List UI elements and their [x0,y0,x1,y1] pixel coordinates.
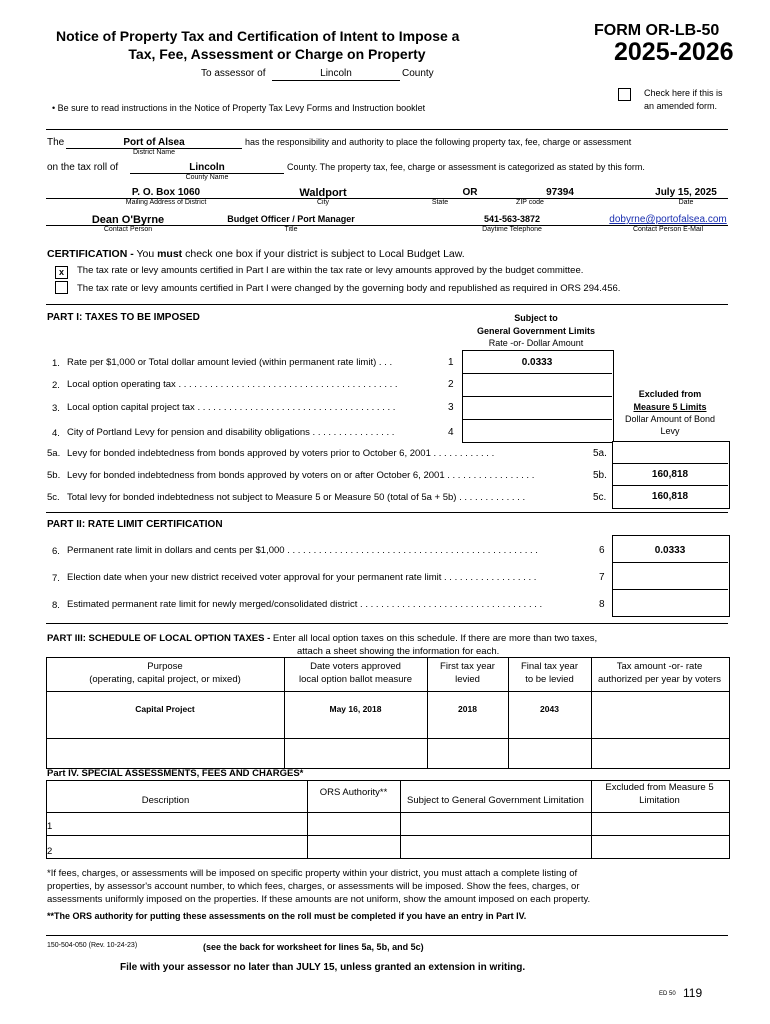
form-title-line1: Notice of Property Tax and Certification of Intent to Impose a [56,28,460,44]
zip-caption: ZIP code [516,199,544,206]
part4-row1-num: 1 [47,821,53,832]
part2-line8-ref: 8 [599,599,605,610]
contact-person-caption: Contact Person [103,226,153,233]
date-value: July 15, 2025 [655,187,717,198]
email-value[interactable]: dobyrne@portofalsea.com [609,214,727,225]
tax-roll-label: on the tax roll of [47,162,119,173]
part1-line5c-value[interactable]: 160,818 [651,491,689,502]
part4-heading: Part IV. SPECIAL ASSESSMENTS, FEES AND CHARGES* [47,768,304,779]
part1-line5b-num: 5b. [47,470,61,481]
form-title-line2: Tax, Fee, Assessment or Charge on Property [128,46,426,62]
part3-col-amount-2: authorized per year by voters [597,674,722,685]
city-caption: City [316,199,330,206]
part3-heading: PART III: SCHEDULE OF LOCAL OPTION TAXES - Enter all local option taxes on this schedule. If there are more than two taxes, [47,633,598,644]
part1-line5c-num: 5c. [47,492,60,503]
part3-col-final-2: to be levied [525,674,574,685]
form-year: 2025-2026 [614,38,734,66]
form-id: FORM OR-LB-50 [594,22,720,39]
part1-line4-num: 4. [52,428,60,439]
excluded-heading-2: Measure 5 Limits [633,402,707,412]
instructions-note: • Be sure to read instructions in the Notice of Property Tax Levy Forms and Instruction booklet [52,103,426,113]
contact-person-value: Dean O'Byrne [91,214,165,226]
part2-line6-value[interactable]: 0.0333 [654,545,686,556]
part1-line2-text: Local option operating tax . . . . . . . . . . . . . . . . . . . . . . . . . . . . . . . . . . . . . . . . . . [67,379,398,390]
part2-line6-ref: 6 [599,545,605,556]
amended-form-checkbox[interactable] [618,88,631,101]
district-name-value: Port of Alsea [123,137,185,148]
part3-col-date-1: Date voters approved [310,661,401,672]
part1-line5a-text: Levy for bonded indebtedness from bonds approved by voters prior to October 6, 2001 . . . . . . . . . . . . [67,448,495,459]
part4-col-subject: Subject to General Government Limitation [407,795,584,806]
form-number: 150-504-050 (Rev. 10-24-23) [47,942,138,949]
part1-line1-ref: 1 [448,357,454,368]
part4-row2-num: 2 [47,846,53,857]
part2-line8-num: 8. [52,600,60,611]
amended-label-1: Check here if this is [644,88,723,98]
part3-col-amount-1: Tax amount -or- rate [616,661,703,672]
zip-value: 97394 [546,187,574,198]
part4-col-excluded-1: Excluded from Measure 5 [605,782,714,793]
part2-line6-text: Permanent rate limit in dollars and cents per $1,000 . . . . . . . . . . . . . . . . . . . . . . . . . . . . . . . . . . . . . . . . . . . . . . . . [67,545,538,556]
part1-line2-ref: 2 [448,379,454,390]
part1-line5c-text: Total levy for bonded indebtedness not subject to Measure 5 or Measure 50 (total of 5a + 5b) . . . . . . . . . . . . . [67,492,526,503]
part2-line6-num: 6. [52,546,60,557]
assessor-county-value: Lincoln [320,68,352,79]
mailing-address-value: P. O. Box 1060 [131,187,201,198]
part3-row1-purpose[interactable]: Capital Project [135,704,195,714]
part1-line3-num: 3. [52,403,60,414]
the-label: The [47,137,65,148]
part1-line3-ref: 3 [448,402,454,413]
certification-option1-text: The tax rate or levy amounts certified in Part I are within the tax rate or levy amounts approved by the budget committee. [77,265,584,276]
part3-row1-date[interactable]: May 16, 2018 [329,704,382,714]
part3-col-final-1: Final tax year [520,661,579,672]
part3-col-purpose-1: Purpose [147,661,183,672]
certification-heading: CERTIFICATION - You must check one box if your district is subject to Local Budget Law. [47,248,465,260]
part2-line7-num: 7. [52,573,60,584]
part1-line5a-num: 5a. [47,448,61,459]
subject-heading-2: General Government Limits [476,326,596,336]
part2-heading: PART II: RATE LIMIT CERTIFICATION [47,519,223,530]
county-name-value: Lincoln [189,162,225,173]
page-code: ED 50 [659,991,676,997]
mailing-address-caption: Mailing Address of District [125,199,207,206]
filing-deadline: File with your assessor no later than JULY 15, unless granted an extension in writing. [120,962,526,973]
title-caption: Title [284,226,298,233]
part1-line5b-ref: 5b. [593,470,607,481]
part3-col-first-1: First tax year [440,661,495,672]
part4-note-4: **The ORS authority for putting these assessments on the roll must be completed if you have an entry in Part IV. [47,911,527,921]
part1-line4-ref: 4 [448,427,454,438]
part1-line2-num: 2. [52,380,60,391]
part3-col-date-2: local option ballot measure [298,674,412,685]
part3-row1-final-year[interactable]: 2043 [540,704,559,714]
date-caption: Date [678,199,694,206]
district-name-caption: District Name [132,149,175,156]
part1-line1-text: Rate per $1,000 or Total dollar amount levied (within permanent rate limit) . . . [67,357,393,368]
title-value: Budget Officer / Port Manager [227,214,355,224]
part3-col-first-2: levied [455,674,480,685]
page-number: 119 [683,986,703,1000]
part1-line5b-value[interactable]: 160,818 [651,469,689,480]
part2-line7-text: Election date when your new district received voter approval for your permanent rate limit . . . . . . . . . . . . . . . . . . [67,572,537,583]
phone-value: 541-563-3872 [483,214,541,224]
part4-note-1: *If fees, charges, or assessments will be imposed on specific property within your district, you must attach a complete listing of [47,868,578,879]
excluded-heading-3: Dollar Amount of Bond [624,414,716,424]
to-assessor-label: To assessor of [201,68,266,79]
part4-col-ors: ORS Authority** [319,787,388,798]
county-name-caption: County Name [185,174,229,181]
subject-heading-3: Rate -or- Dollar Amount [488,338,584,348]
phone-caption: Daytime Telephone [482,226,542,233]
part1-line1-num: 1. [52,358,60,369]
certification-option2-checkbox[interactable] [55,281,68,294]
part4-col-description: Description [141,795,190,806]
worksheet-note: (see the back for worksheet for lines 5a, 5b, and 5c) [203,942,424,952]
email-caption: Contact Person E-Mail [632,226,704,233]
part4-col-excluded-2: Limitation [639,795,680,806]
city-value: Waldport [299,187,347,199]
subject-heading-1: Subject to [514,313,558,323]
state-caption: State [431,199,449,206]
part2-line7-ref: 7 [599,572,605,583]
part1-line5a-ref: 5a. [593,448,607,459]
categorized-text: County. The property tax, fee, charge or assessment is categorized as stated by this form. [287,162,645,172]
excluded-heading-4: Levy [660,426,680,436]
part4-note-3: assessments uniformly imposed on the properties. If these amounts are not uniform, show the amount imposed on each property. [47,894,591,905]
part1-line5c-ref: 5c. [593,492,607,503]
part3-row1-first-year[interactable]: 2018 [458,704,477,714]
certification-option1-checkbox[interactable]: x [55,266,68,279]
part1-line3-text: Local option capital project tax . . . . . . . . . . . . . . . . . . . . . . . . . . . . . . . . . . . . . . [67,402,396,413]
part1-line1-value[interactable]: 0.0333 [521,357,553,368]
part1-heading: PART I: TAXES TO BE IMPOSED [47,312,200,323]
amended-label-2: an amended form. [644,101,718,111]
county-suffix: County [402,68,434,79]
state-value: OR [462,187,478,198]
certification-option2-text: The tax rate or levy amounts certified in Part I were changed by the governing body and republished as required in ORS 294.456. [77,283,621,294]
part1-line4-text: City of Portland Levy for pension and disability obligations . . . . . . . . . . . . . . . . [67,427,395,438]
part3-heading-line2: attach a sheet showing the information for each. [297,646,500,657]
part4-note-2: properties, by assessor's account number, to which fees, charges, or assessments will be imposed. Show the fees, charges, or [47,881,580,892]
responsibility-text: has the responsibility and authority to place the following property tax, fee, charge or assessment [245,137,632,147]
part2-line8-text: Estimated permanent rate limit for newly merged/consolidated district . . . . . . . . . . . . . . . . . . . . . . . . . . . . . . . . . . . [67,599,543,610]
part3-col-purpose-2: (operating, capital project, or mixed) [89,674,241,685]
excluded-heading-1: Excluded from [638,389,702,399]
part1-line5b-text: Levy for bonded indebtedness from bonds approved by voters on or after October 6, 2001 . . . . . . . . . . . . . . . . . [67,470,535,481]
